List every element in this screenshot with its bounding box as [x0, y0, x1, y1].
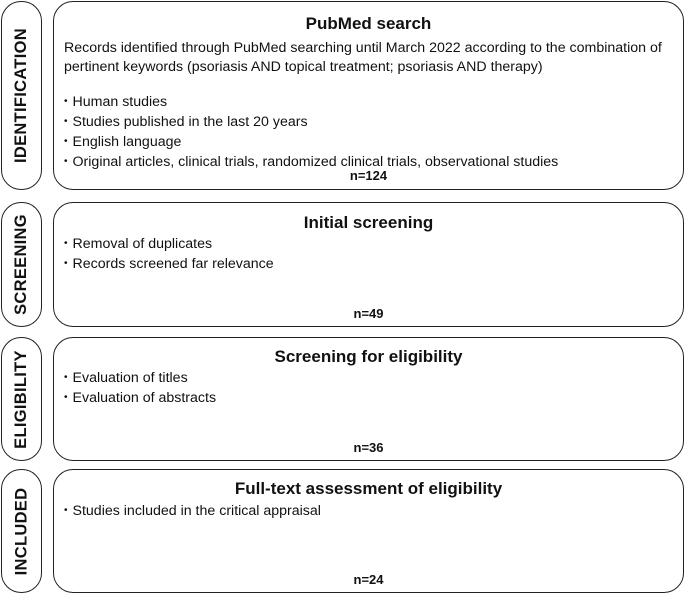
criteria-item: • Studies published in the last 20 years — [64, 113, 673, 133]
record-count: n=124 — [349, 168, 388, 183]
stage-box — [53, 202, 684, 327]
stage-eligibility — [0, 337, 685, 461]
criteria-item: • English language — [64, 133, 673, 153]
stage-title: Screening for eligibility — [274, 347, 463, 366]
stage-label: INCLUDED — [12, 487, 30, 575]
stage-title: Initial screening — [303, 213, 434, 232]
criteria-item: • Studies included in the critical appraisal — [64, 502, 673, 522]
stage-label-pill — [1, 469, 42, 593]
stage-box — [53, 337, 684, 461]
stage-box — [53, 1, 684, 190]
stage-screening — [0, 202, 685, 327]
stage-label-pill — [1, 202, 42, 327]
record-count: n=24 — [353, 572, 384, 587]
stage-included — [0, 469, 685, 593]
criteria-item: • Records screened far relevance — [64, 255, 673, 275]
stage-label: SCREENING — [12, 214, 30, 315]
stage-label: ELIGIBILITY — [12, 349, 31, 449]
stage-description: Records identified through PubMed searching until March 2022 according to the combination of pertinent keywords (psoriasis AND topical treatment; psoriasis AND therapy) — [64, 40, 662, 75]
criteria-item: • Evaluation of abstracts — [64, 389, 673, 409]
criteria-list — [64, 369, 673, 409]
stage-title: PubMed search — [305, 14, 432, 33]
criteria-list — [64, 93, 673, 173]
criteria-list — [64, 502, 673, 522]
record-count: n=49 — [353, 306, 384, 321]
stage-title: Full-text assessment of eligibility — [234, 479, 503, 498]
criteria-item: • Original articles, clinical trials, randomized clinical trials, observational studies — [64, 153, 673, 173]
stage-label-pill — [1, 1, 42, 190]
record-count: n=36 — [353, 440, 384, 455]
stage-box — [53, 469, 684, 593]
criteria-item: • Evaluation of titles — [64, 369, 673, 389]
stage-identification — [0, 1, 685, 190]
criteria-item: • Removal of duplicates — [64, 235, 673, 255]
criteria-item: • Human studies — [64, 93, 673, 113]
stage-label-pill — [1, 337, 42, 461]
criteria-list — [64, 235, 673, 275]
stage-label: IDENTIFICATION — [12, 28, 30, 163]
